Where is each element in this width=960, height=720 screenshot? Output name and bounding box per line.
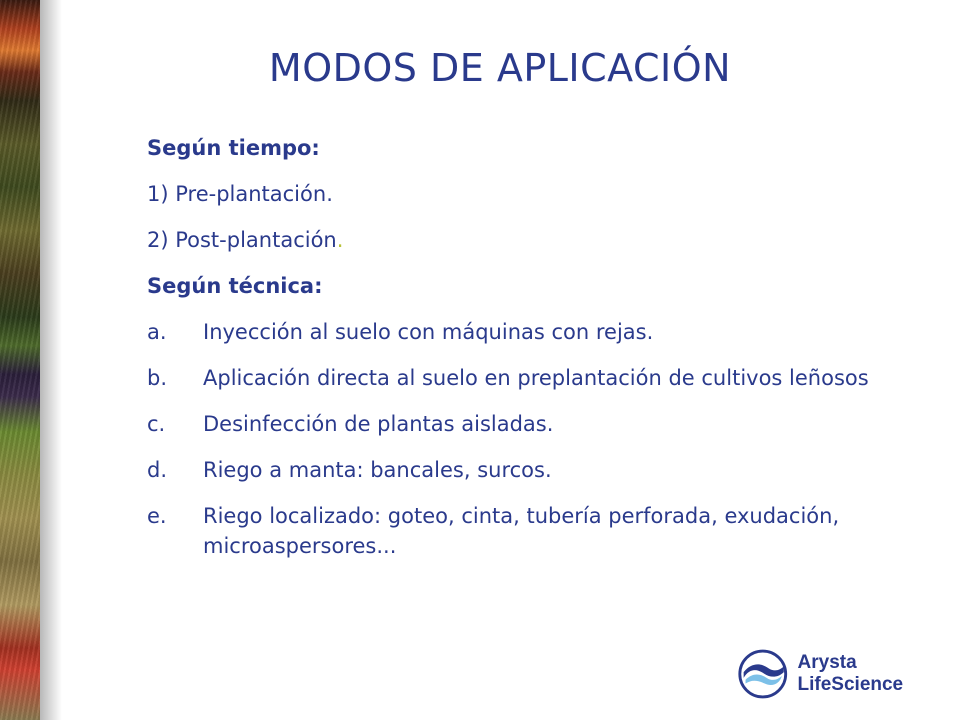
decorative-photo-strip — [0, 0, 40, 720]
list-item-pre-plantacion — [147, 179, 907, 209]
list-item-text: 1) Pre-plantación — [147, 182, 327, 206]
list-item-b — [147, 363, 907, 393]
photo-strip-shadow — [40, 0, 62, 720]
list-item-text: Inyección al suelo con máquinas con rejas. — [203, 320, 654, 344]
list-item-e — [147, 501, 907, 561]
list-item-accent-period: . — [336, 228, 344, 252]
list-item-text: Aplicación directa al suelo en preplantación de cultivos leñosos — [203, 366, 869, 390]
slide-title: MODOS DE APLICACIÓN — [268, 46, 732, 90]
heading-segun-tiempo: Según tiempo: — [147, 136, 320, 160]
list-item-text: Desinfección de plantas aisladas. — [203, 412, 554, 436]
arysta-wave-logo-icon — [736, 648, 790, 700]
list-marker: a. — [147, 320, 167, 344]
list-item-text: Riego localizado: goteo, cinta, tubería perforada, exudación, microaspersores... — [203, 504, 840, 558]
company-logo — [736, 648, 960, 700]
slide-content — [147, 133, 907, 577]
list-item-d — [147, 455, 907, 485]
list-marker: b. — [147, 366, 168, 390]
heading-segun-tecnica: Según técnica: — [147, 274, 323, 298]
list-item-text: 2) Post-plantación — [147, 228, 337, 252]
list-item-c — [147, 409, 907, 439]
list-item-text: Riego a manta: bancales, surcos. — [203, 458, 552, 482]
list-marker: e. — [147, 504, 167, 528]
list-marker: d. — [147, 458, 168, 482]
list-item-a — [147, 317, 907, 347]
logo-wordmark: Arysta LifeScience — [797, 652, 904, 695]
list-item-period: . — [326, 182, 333, 206]
list-marker: c. — [147, 412, 166, 436]
list-item-post-plantacion — [147, 225, 907, 255]
